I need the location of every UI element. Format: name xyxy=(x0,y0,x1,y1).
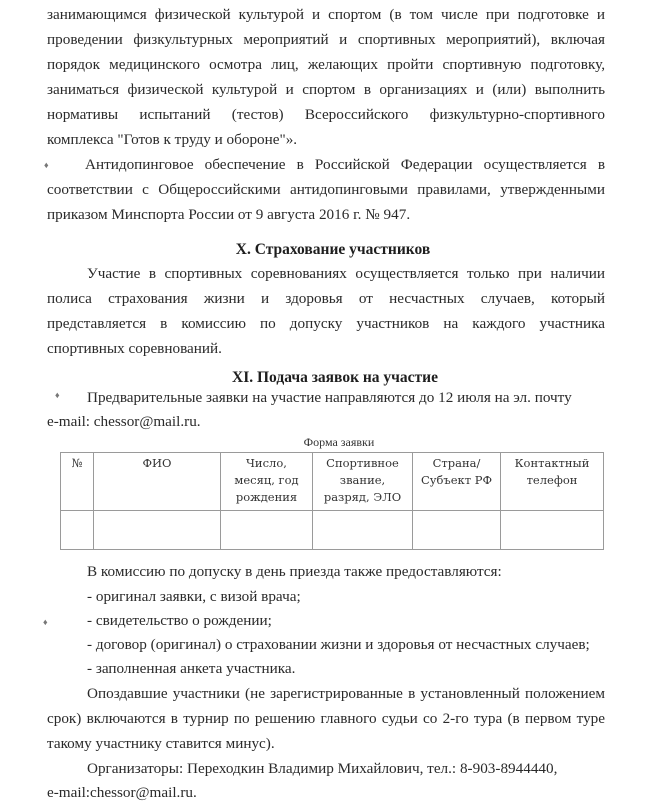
header-text: Контактный xyxy=(514,456,590,470)
list-item: - заполненная анкета участника. xyxy=(87,660,296,677)
column-header-birthdate xyxy=(221,453,313,511)
list-item: - свидетельство о рождении; xyxy=(87,612,272,629)
header-text: № xyxy=(71,456,83,470)
paragraph-line: В комиссию по допуску в день приезда также предоставляются: xyxy=(87,563,502,580)
column-header-rank xyxy=(313,453,413,511)
header-text: ФИО xyxy=(142,456,172,470)
header-text: Страна/ xyxy=(432,456,481,470)
table-header-row xyxy=(61,453,604,511)
email-text: e-mail:chessor@mail.ru. xyxy=(47,784,197,801)
column-header-number xyxy=(61,453,94,511)
column-header-fio xyxy=(94,453,221,511)
form-caption: Форма заявки xyxy=(303,435,375,449)
paragraph-line: Участие в спортивных соревнованиях осуществляется только при наличии xyxy=(87,265,605,282)
section-heading: XI. Подача заявок на участие xyxy=(232,369,438,386)
header-text: месяц, год xyxy=(234,473,299,487)
application-form-table xyxy=(60,452,604,550)
paragraph-line: приказом Минспорта России от 9 августа 2016 г. № 947. xyxy=(47,206,411,223)
paragraph-line: соответствии с Общероссийскими антидопинговыми правилами, утвержденными xyxy=(47,181,605,198)
paragraph-line: Опоздавшие участники (не зарегистрированные в установленный положением xyxy=(87,685,605,702)
table-row xyxy=(61,511,604,550)
paragraph-line: проведении физкультурных мероприятий и спортивных мероприятий), включая xyxy=(47,31,605,48)
column-header-phone xyxy=(501,453,604,511)
paragraph-line: Антидопинговое обеспечение в Российской Федерации осуществляется в xyxy=(85,156,605,173)
paragraph-line: срок) включаются в турнир по решению главного судьи со 2-го тура (в первом туре xyxy=(47,710,605,727)
header-text: Субъект РФ xyxy=(420,473,493,487)
scan-speck-icon: ♦ xyxy=(44,160,49,170)
header-text: Спортивное xyxy=(326,456,399,470)
table-cell xyxy=(501,511,604,550)
paragraph-line: представляется в комиссию по допуску участников на каждого участника xyxy=(47,315,605,332)
header-text: рождения xyxy=(235,490,298,504)
paragraph-line: порядок медицинского осмотра лиц, желающих пройти спортивную подготовку, xyxy=(47,56,605,73)
table-cell xyxy=(413,511,501,550)
paragraph-line: спортивных соревнований. xyxy=(47,340,222,357)
email-text: e-mail: chessor@mail.ru. xyxy=(47,413,201,430)
list-item: - оригинал заявки, с визой врача; xyxy=(87,588,301,605)
scan-speck-icon: ♦ xyxy=(43,617,48,627)
paragraph-line: комплекса "Готов к труду и обороне"». xyxy=(47,131,298,148)
column-header-country xyxy=(413,453,501,511)
table-cell xyxy=(94,511,221,550)
header-text: Число, xyxy=(246,456,287,470)
paragraph-line: нормативы испытаний (тестов) Всероссийского физкультурно-спортивного xyxy=(47,106,605,123)
table-cell xyxy=(313,511,413,550)
list-item: - договор (оригинал) о страховании жизни и здоровья от несчастных случаев; xyxy=(87,636,590,653)
organizers-text: Организаторы: Переходкин Владимир Михайлович, тел.: 8-903-8944440, xyxy=(87,760,558,777)
header-text: разряд, ЭЛО xyxy=(323,490,402,504)
table-cell xyxy=(221,511,313,550)
paragraph-line: Предварительные заявки на участие направляются до 12 июля на эл. почту xyxy=(87,389,572,406)
section-heading: X. Страхование участников xyxy=(235,241,431,258)
header-text: телефон xyxy=(526,473,578,487)
paragraph-line: такому участнику ставится минус). xyxy=(47,735,275,752)
table-cell xyxy=(61,511,94,550)
paragraph-line: заниматься физической культурой и спортом в организациях и (или) выполнить xyxy=(47,81,605,98)
scan-speck-icon: ♦ xyxy=(55,390,60,400)
paragraph-line: занимающимся физической культурой и спортом (в том числе при подготовке и xyxy=(47,6,605,23)
header-text: звание, xyxy=(339,473,386,487)
paragraph-line: полиса страхования жизни и здоровья от несчастных случаев, который xyxy=(47,290,605,307)
